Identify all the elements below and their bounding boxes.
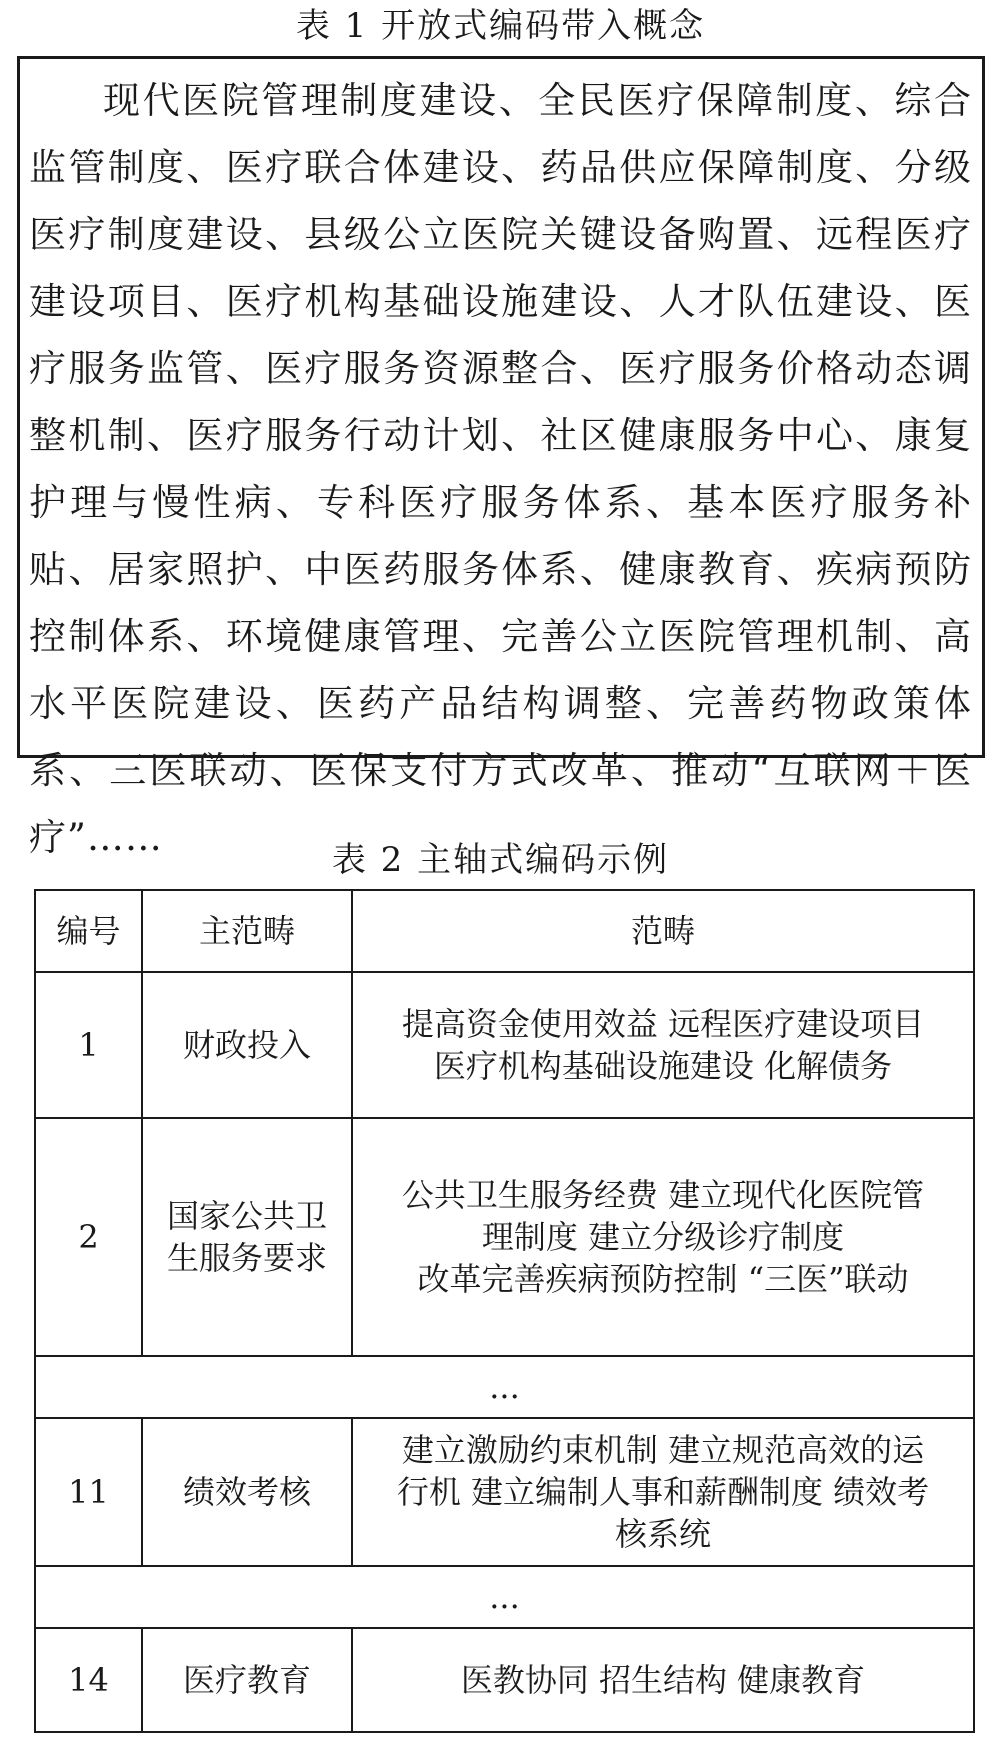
category-line: 医疗机构基础设施建设 化解债务 (433, 1047, 893, 1085)
cell-main-category: 医疗教育 (142, 1628, 352, 1732)
table-row (35, 1628, 974, 1732)
table1-caption: 表 1 开放式编码带入概念 (295, 6, 706, 46)
cell-main-category (142, 1118, 352, 1356)
cell-id: 2 (35, 1118, 142, 1356)
table-row (35, 1118, 974, 1356)
table1-box (17, 56, 985, 859)
cell-category (352, 972, 974, 1118)
header-category: 范畴 (352, 890, 974, 972)
category-line: 理制度 建立分级诊疗制度 (481, 1218, 845, 1256)
table2 (34, 889, 975, 1733)
header-id: 编号 (35, 890, 142, 972)
ellipsis-row (35, 1566, 974, 1628)
category-line: 建立激励约束机制 建立规范高效的运 (401, 1431, 925, 1469)
cell-category (352, 1118, 974, 1356)
table-header-row (35, 890, 974, 972)
category-line: 公共卫生服务经费 建立现代化医院管 (401, 1176, 925, 1214)
cell-main-category: 绩效考核 (142, 1418, 352, 1566)
table-row (35, 1418, 974, 1566)
cell-id: 11 (35, 1418, 142, 1566)
main-category-line: 国家公共卫 (166, 1197, 327, 1235)
header-main-category: 主范畴 (142, 890, 352, 972)
table2-caption: 表 2 主轴式编码示例 (331, 840, 670, 880)
category-line: 医教协同 招生结构 健康教育 (460, 1661, 866, 1699)
category-line: 改革完善疾病预防控制 “三医”联动 (417, 1260, 909, 1298)
cell-main-category: 财政投入 (142, 972, 352, 1118)
table-row (35, 972, 974, 1118)
cell-category (352, 1628, 974, 1732)
category-line: 核系统 (614, 1515, 711, 1553)
category-line: 行机 建立编制人事和薪酬制度 绩效考 (396, 1473, 930, 1511)
cell-id: 14 (35, 1628, 142, 1732)
ellipsis-cell: ... (35, 1566, 974, 1628)
category-line: 提高资金使用效益 远程医疗建设项目 (401, 1005, 925, 1043)
table1-concepts-text: 现代医院管理制度建设、全民医疗保障制度、综合监管制度、医疗联合体建设、药品供应保障制度、分级医疗制度建设、县级公立医院关键设备购置、远程医疗建设项目、医疗机构基础设施建设、人才队伍建设、医疗服务监管、医疗服务资源整合、医疗服务价格动态调整机制、医疗服务行动计划、社区健康服务中心、康复护理与慢性病、专科医疗服务体系、基本医疗服务补贴、居家照护、中医药服务体系、健康教育、疾病预防控制体系、环境健康管理、完善公立医院管理机制、高水平医院建设、医药产品结构调整、完善药物政策体系、三医联动、医保支付方式改革、推动“互联网＋医疗”…… (29, 79, 972, 859)
ellipsis-cell: ... (35, 1356, 974, 1418)
cell-id: 1 (35, 972, 142, 1118)
ellipsis-row (35, 1356, 974, 1418)
main-category-line: 生服务要求 (166, 1239, 327, 1277)
cell-category (352, 1418, 974, 1566)
